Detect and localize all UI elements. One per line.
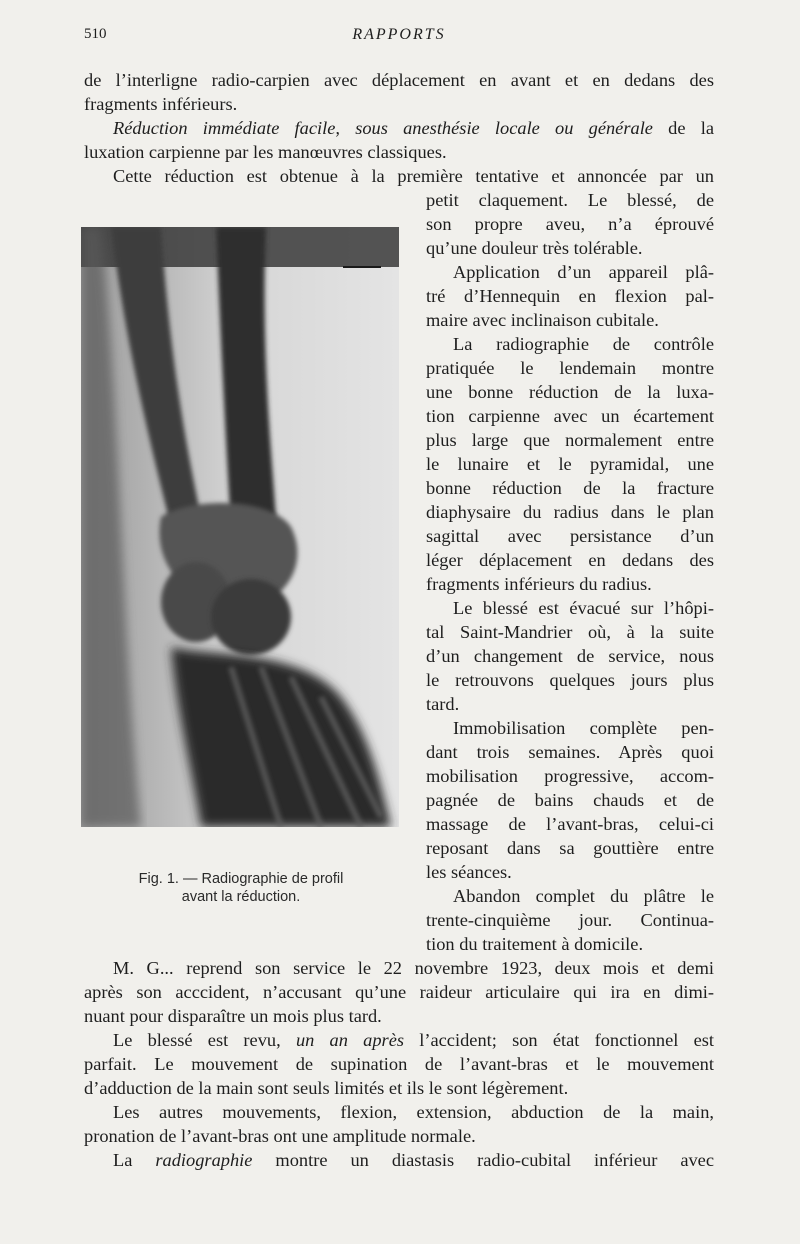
caption-line: avant la réduction.: [181, 889, 301, 905]
running-title: RAPPORTS: [352, 26, 446, 43]
column-line: qu’une douleur très tolérable.: [426, 238, 643, 258]
text-line: pronation de l’avant-bras ont une amplitude normale.: [84, 1126, 476, 1146]
column-line: les séances.: [426, 862, 512, 882]
column-line: léger déplacement en dedans des: [426, 550, 714, 570]
xray-image: [81, 227, 399, 827]
text-line: luxation carpienne par les manœuvres classiques.: [84, 142, 447, 162]
column-line: pagnée de bains chauds et de: [426, 790, 714, 810]
xray-figure: [81, 227, 399, 827]
column-line: Immobilisation complète pen-: [453, 718, 714, 738]
column-line: tion du traitement à domicile.: [426, 934, 644, 954]
column-line: une bonne réduction de la luxa-: [426, 382, 714, 402]
text-fragment: La: [113, 1150, 156, 1170]
figure-caption: [96, 870, 386, 906]
page-header: [84, 26, 714, 48]
text-line: [84, 116, 714, 140]
column-line: petit claquement. Le blessé, de: [426, 190, 714, 210]
text-fragment: montre un diastasis radio-cubital inférieur avec: [252, 1150, 714, 1170]
text-line: M. G... reprend son service le 22 novembre 1923, deux mois et demi: [113, 958, 714, 978]
italic-phrase: radiographie: [155, 1150, 253, 1170]
column-line: sagittal avec persistance d’un: [426, 526, 714, 546]
text-line: parfait. Le mouvement de supination de l’avant-bras et le mouvement: [84, 1054, 714, 1074]
column-line: tard.: [426, 694, 460, 714]
text-line: [84, 1028, 714, 1052]
column-line: fragments inférieurs du radius.: [426, 574, 652, 594]
text-line: d’adduction de la main sont seuls limités et ils le sont légèrement.: [84, 1078, 569, 1098]
column-line: Abandon complet du plâtre le: [453, 886, 714, 906]
column-line: tal Saint-Mandrier où, à la suite: [426, 622, 714, 642]
column-line: tré d’Hennequin en flexion pal-: [426, 286, 714, 306]
text-line: Les autres mouvements, flexion, extension, abduction de la main,: [113, 1102, 714, 1122]
column-line: Le blessé est évacué sur l’hôpi-: [453, 598, 714, 618]
text-line: après son acccident, n’accusant qu’une raideur articulaire qui ira en dimi-: [84, 982, 714, 1002]
page-number: 510: [84, 26, 107, 42]
caption-line: Fig. 1. — Radiographie de profil: [138, 871, 344, 887]
text-line: [84, 1148, 714, 1172]
italic-phrase: un an après: [295, 1030, 405, 1050]
column-line: maire avec inclinaison cubitale.: [426, 310, 659, 330]
text-line: de l’interligne radio-carpien avec déplacement en avant et en dedans des: [84, 70, 714, 90]
column-line: dant trois semaines. Après quoi: [426, 742, 714, 762]
column-line: trente-cinquième jour. Continua-: [426, 910, 714, 930]
column-line: reposant dans sa gouttière entre: [426, 838, 714, 858]
italic-phrase: Réduction immédiate facile, sous anesthésie locale ou générale: [113, 118, 653, 138]
text-fragment: Le blessé est revu,: [113, 1030, 296, 1050]
column-line: pratiquée le lendemain montre: [426, 358, 714, 378]
column-line: plus large que normalement entre: [426, 430, 714, 450]
column-line: son propre aveu, n’a éprouvé: [426, 214, 714, 234]
column-line: tion carpienne avec un écartement: [426, 406, 714, 426]
column-line: Application d’un appareil plâ-: [453, 262, 714, 282]
text-fragment: l’accident; son état fonctionnel est: [404, 1030, 715, 1050]
column-line: massage de l’avant-bras, celui-ci: [426, 814, 714, 834]
text-line: Cette réduction est obtenue à la première tentative et annoncée par un: [113, 166, 714, 186]
column-line: d’un changement de service, nous: [426, 646, 714, 666]
text-fragment: de la: [652, 118, 714, 138]
column-line: diaphysaire du radius dans le plan: [426, 502, 714, 522]
text-line: nuant pour disparaître un mois plus tard.: [84, 1006, 382, 1026]
column-line: La radiographie de contrôle: [453, 334, 714, 354]
column-line: bonne réduction de la fracture: [426, 478, 714, 498]
column-line: mobilisation progressive, accom-: [426, 766, 714, 786]
column-line: le retrouvons quelques jours plus: [426, 670, 714, 690]
text-line: fragments inférieurs.: [84, 94, 238, 114]
column-line: le lunaire et le pyramidal, une: [426, 454, 714, 474]
